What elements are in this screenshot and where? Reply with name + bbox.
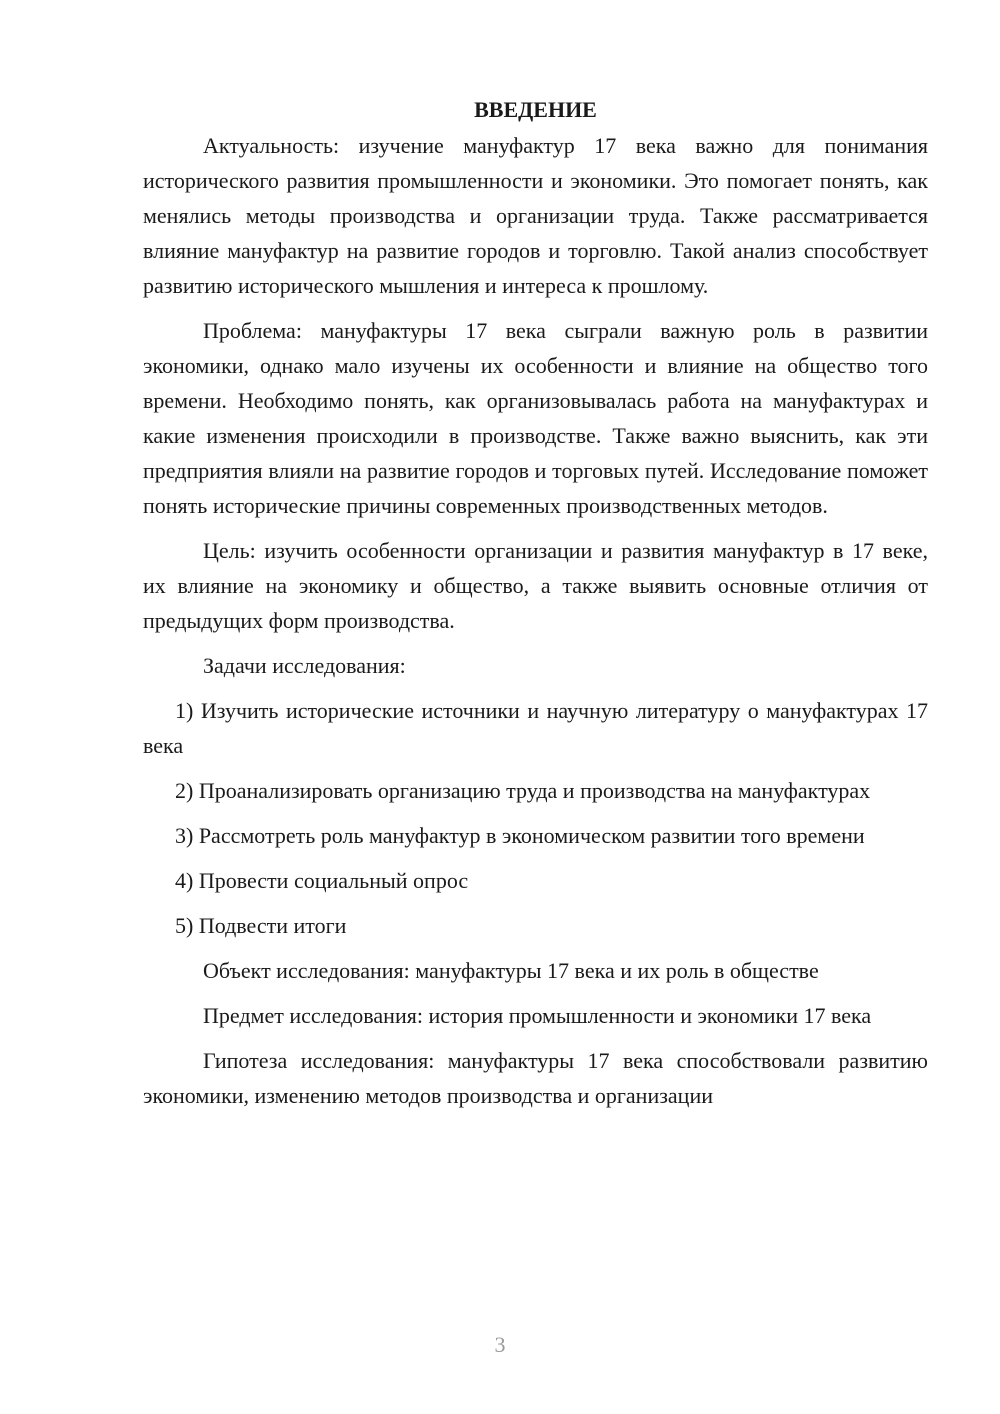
task-item-1: 1) Изучить исторические источники и научную литературу о мануфактурах 17 века — [143, 698, 928, 758]
paragraph-goal: Цель: изучить особенности организации и развития мануфактур в 17 веке, их влияние на экономику и общество, а также выявить основные отличия от предыдущих форм производства. — [143, 538, 928, 633]
page-content — [143, 92, 928, 1123]
task-item-2: 2) Проанализировать организацию труда и производства на мануфактурах — [175, 778, 871, 803]
paragraph-hypothesis: Гипотеза исследования: мануфактуры 17 века способствовали развитию экономики, изменению методов производства и организации — [143, 1048, 928, 1108]
section-title: ВВЕДЕНИЕ — [474, 97, 597, 122]
paragraph-object: Объект исследования: мануфактуры 17 века и их роль в обществе — [203, 958, 819, 983]
task-item-3: 3) Рассмотреть роль мануфактур в экономическом развитии того времени — [175, 823, 865, 848]
paragraph-subject: Предмет исследования: история промышленности и экономики 17 века — [203, 1003, 872, 1028]
paragraph-relevance: Актуальность: изучение мануфактур 17 века важно для понимания исторического развития промышленности и экономики. Это помогает понять, как менялись методы производства и организации труда. Также рассматривается влияние мануфактур на развитие городов и торговлю. Такой анализ способствует развитию исторического мышления и интереса к прошлому. — [143, 133, 928, 298]
task-item-5: 5) Подвести итоги — [175, 913, 347, 938]
task-item-4: 4) Провести социальный опрос — [175, 868, 469, 893]
page-number: 3 — [494, 1332, 506, 1357]
paragraph-problem: Проблема: мануфактуры 17 века сыграли важную роль в развитии экономики, однако мало изучены их особенности и влияние на общество того времени. Необходимо понять, как организовывалась работа на мануфактурах и какие изменения происходили в производстве. Также важно выяснить, как эти предприятия влияли на развитие городов и торговых путей. Исследование поможет понять исторические причины современных производственных методов. — [143, 318, 928, 518]
paragraph-tasks-heading: Задачи исследования: — [203, 653, 406, 678]
